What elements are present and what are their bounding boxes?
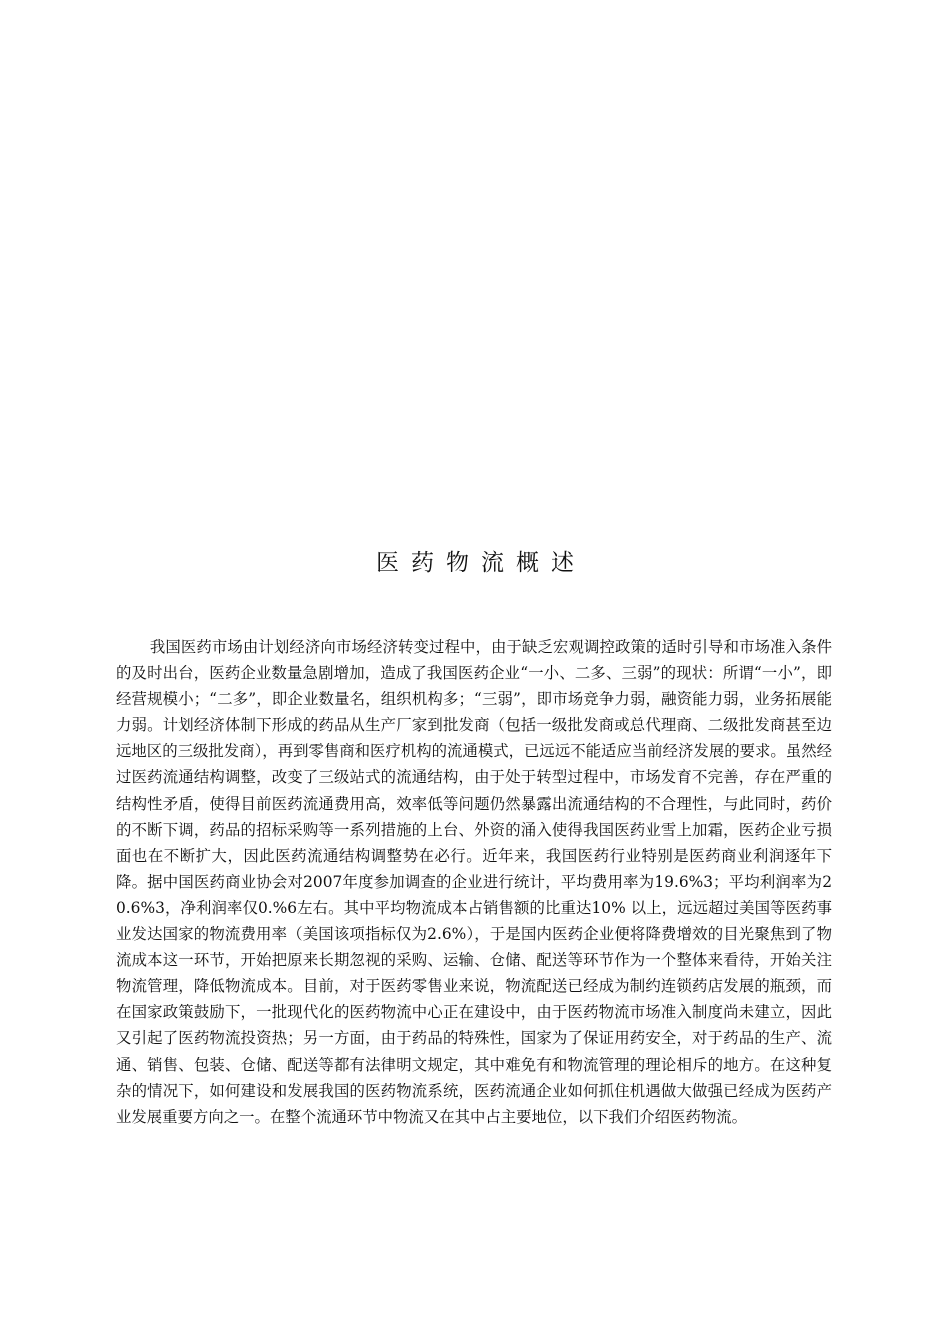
document-title: 医药物流概述 bbox=[376, 550, 586, 576]
body-paragraph: 我国医药市场由计划经济向市场经济转变过程中，由于缺乏宏观调控政策的适时引导和市场准入条件的及时出台，医药企业数量急剧增加，造成了我国医药企业“一小、二多、三弱”的现状：所谓“一小”，即经营规模小；“二多”，即企业数量名，组织机构多；“三弱”，即市场竞争力弱，融资能力弱，业务拓展能力弱。计划经济体制下形成的药品从生产厂家到批发商（包括一级批发商或总代理商、二级批发商甚至边远地区的三级批发商），再到零售商和医疗机构的流通模式，已远远不能适应当前经济发展的要求。虽然经过医药流通结构调整，改变了三级站式的流通结构，由于处于转型过程中，市场发育不完善，存在严重的结构性矛盾，使得目前医药流通费用高，效率低等问题仍然暴露出流通结构的不合理性，与此同时，药价的不断下调，药品的招标采购等一系列措施的上台、外资的涌入使得我国医药业雪上加霜，医药企业亏损面也在不断扩大，因此医药流通结构调整势在必行。近年来，我国医药行业特别是医药商业利润逐年下降。据中国医药商业协会对2007年度参加调查的企业进行统计，平均费用率为19.6%3；平均利润率为20.6%3，净利润率仅0.%6左右。其中平均物流成本占销售额的比重达10% 以上，远远超过美国等医药事业发达国家的物流费用率（美国该项指标仅为2.6%），于是国内医药企业便将降费增效的目光聚焦到了物流成本这一环节，开始把原来长期忽视的采购、运输、仓储、配送等环节作为一个整体来看待，开始关注物流管理，降低物流成本。目前，对于医药零售业来说，物流配送已经成为制约连锁药店发展的瓶颈，而在国家政策鼓励下，一批现代化的医药物流中心正在建设中，由于医药物流市场准入制度尚未建立，因此又引起了医药物流投资热；另一方面，由于药品的特殊性，国家为了保证用药安全，对于药品的生产、流通、销售、包装、仓储、配送等都有法律明文规定，其中难免有和物流管理的理论相斥的地方。在这种复杂的情况下，如何建设和发展我国的医药物流系统，医药流通企业如何抓住机遇做大做强已经成为医药产业发展重要方向之一。在整个流通环节中物流又在其中占主要地位，以下我们介绍医药物流。 bbox=[116, 638, 832, 1126]
